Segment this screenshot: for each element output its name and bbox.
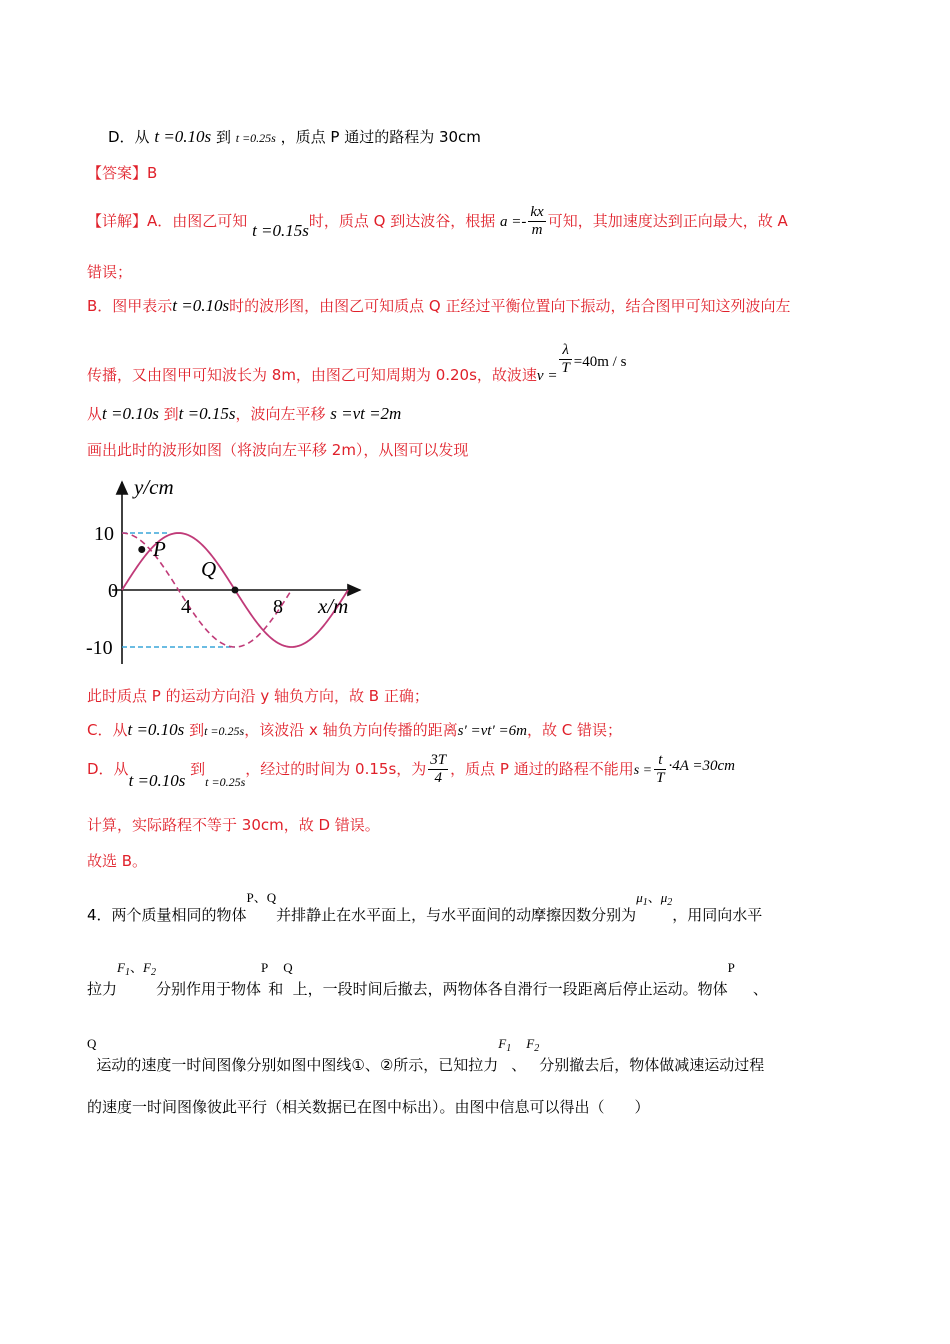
detail-d-den2: T: [656, 770, 665, 786]
q4-l1-mid: 并排静止在水平面上，与水平面间的动摩擦因数分别为: [276, 906, 637, 924]
detail-b2-pre: 传播，又由图甲可知波长为 8m，由图乙可知周期为 0.20s，故波速: [87, 366, 537, 384]
detail-b3-pre: 从: [87, 405, 103, 423]
detail-d-mid2: ，质点 P 通过的路程不能用: [450, 760, 634, 778]
q4-f2: [142, 960, 156, 978]
detail-label: 【详解】: [87, 212, 148, 230]
detail-b2: [87, 342, 626, 386]
detail-d: [87, 752, 735, 798]
q4-f2-sub: 2: [150, 967, 156, 978]
detail-b3: [87, 404, 401, 424]
detail-a: [87, 204, 788, 244]
detail-b-post: 时的波形图，由图乙可知质点 Q 正经过平衡位置向下振动，结合图甲可知这列波向左: [229, 297, 791, 315]
q4-l2-pre: 拉力: [87, 980, 118, 998]
detail-a-post: 可知，其加速度达到正向最大，故 A: [547, 212, 788, 230]
q4-l1-pq: P、Q: [246, 890, 277, 905]
q4-l3-f2-sub: 2: [534, 1043, 540, 1054]
detail-b: [87, 296, 790, 316]
detail-a-frac-num: kx: [530, 204, 544, 220]
detail-b4: 画出此时的波形如图（将波向左平移 2m），从图可以发现: [87, 441, 469, 459]
q4-line1: [87, 888, 762, 922]
detail-c-eq: s′ =vt′ =6m: [457, 723, 527, 739]
q4-l2-end: 、: [752, 980, 768, 998]
q4-mu2: [660, 890, 673, 908]
detail-d-num: 3T: [430, 752, 447, 768]
detail-b2-num: λ: [559, 342, 571, 360]
detail-d-mid: ，经过的时间为 0.15s，为: [245, 760, 427, 778]
y-axis-label: y/cm: [134, 475, 174, 499]
q4-l3-f1-sub: 1: [506, 1043, 512, 1054]
detail-b2-val: =40m / s: [573, 354, 627, 370]
detail-d-to: 到: [190, 760, 206, 778]
answer-line: 【答案】B: [87, 164, 158, 182]
q4-l2-mid: 分别作用于物体: [155, 980, 261, 998]
option-d-to: 到: [215, 128, 231, 146]
q4-line2: [87, 958, 768, 998]
detail-a-t: t =0.15s: [252, 221, 309, 240]
detail-d-val: ·4A =30cm: [668, 758, 735, 774]
detail-d-frac2: [654, 752, 666, 787]
detail-b3-t2: t =0.15s: [178, 404, 236, 423]
option-d-label: D．从: [108, 128, 150, 146]
detail-c-pre: C．从: [87, 721, 128, 739]
detail-a-pre: A．由图乙可知: [147, 212, 248, 230]
detail-c-to: 到: [189, 721, 205, 739]
q4-mu1-sub: 1: [642, 897, 648, 908]
detail-b2-den: T: [561, 360, 570, 376]
q4-l1-post: ，用同向水平: [672, 906, 763, 924]
x-tick-4: 4: [181, 596, 191, 618]
detail-b-pre: B．图甲表示: [87, 297, 173, 315]
y-tick-0: 0: [108, 580, 118, 602]
q4-l3-mid: 运动的速度一时间图像分别如图中图线①、②所示，已知拉力: [96, 1056, 499, 1074]
y-tick-neg10: -10: [86, 637, 113, 659]
x-axis-label: x/m: [318, 594, 349, 618]
q4-l2-p: P: [260, 960, 269, 975]
detail-d-den: 4: [434, 770, 442, 786]
detail-b2-frac: [559, 342, 571, 377]
q4-mu2-sym: μ: [660, 890, 668, 905]
detail-a-mid: 时，质点 Q 到达波谷，根据: [308, 212, 496, 230]
detail-d-t1: t =0.10s: [128, 771, 186, 790]
detail-c-mid: ，该波沿 x 轴负方向传播的距离: [244, 721, 458, 739]
q4-l2-p2: P: [727, 960, 735, 975]
detail-d-pre: D．从: [87, 760, 129, 778]
q4-l3-post: 分别撤去后，物体做减速运动过程: [539, 1056, 765, 1074]
q4-l3-f2: [526, 1036, 540, 1054]
q4-mu1: [636, 890, 648, 908]
q4-mu-sep: 、: [647, 890, 661, 905]
q4-l3-f1-sym: F: [498, 1036, 507, 1051]
detail-c-post: ，故 C 错误；: [526, 721, 622, 739]
detail-a-frac-den: m: [531, 222, 543, 238]
q4-l3-q: Q: [87, 1036, 97, 1051]
wave-graph: [82, 474, 372, 674]
detail-d-num2: t: [654, 752, 666, 770]
q4-f1-sub: 1: [124, 967, 130, 978]
point-p: [138, 546, 145, 553]
y-tick-10: 10: [94, 523, 114, 545]
q4-f1-sym: F: [117, 960, 125, 975]
detail-d-end: 计算，实际路程不等于 30cm，故 D 错误。: [87, 816, 380, 834]
point-q: [232, 587, 239, 594]
q4-l2-q: Q: [283, 960, 293, 975]
point-q-label: Q: [201, 557, 217, 581]
detail-d-s: s =: [633, 763, 653, 778]
x-tick-8: 8: [273, 596, 283, 618]
detail-b-t: t =0.10s: [172, 296, 230, 315]
detail-c-t2: t =0.25s: [204, 724, 245, 738]
detail-a-end: 错误；: [87, 263, 133, 281]
q4-mu1-sym: μ: [636, 890, 643, 905]
detail-b5: 此时质点 P 的运动方向沿 y 轴负方向，故 B 正确；: [87, 687, 429, 705]
detail-c: [87, 720, 622, 741]
q4-line3: [87, 1034, 765, 1074]
detail-c-t1: t =0.10s: [127, 720, 185, 739]
q4-l3-f1: [498, 1036, 512, 1054]
q4-line4: 的速度一时间图像彼此平行（相关数据已在图中标出）。由图中信息可以得出（ ）: [87, 1098, 650, 1116]
q4-l1-pre: 4．两个质量相同的物体: [87, 906, 247, 924]
q4-l3-sep: 、: [511, 1056, 527, 1074]
option-d: [108, 127, 481, 148]
option-d-rest: ，质点 P 通过的路程为 30cm: [280, 128, 481, 146]
q4-f2-sym: F: [142, 960, 151, 975]
detail-d-frac: [428, 752, 448, 787]
final-choice: 故选 B。: [87, 852, 148, 870]
option-d-t1: t =0.10s: [154, 127, 212, 146]
detail-b3-mid: ，波向左平移: [235, 405, 326, 423]
detail-b3-to: 到: [163, 405, 179, 423]
q4-f1: [117, 960, 130, 978]
detail-b3-eq: s =vt =2m: [330, 404, 402, 423]
detail-d-t2: t =0.25s: [205, 775, 246, 789]
q4-l2-and: 和: [268, 980, 284, 998]
q4-mu2-sub: 2: [667, 897, 673, 908]
option-d-t2: t =0.25s: [235, 131, 276, 145]
detail-b2-v: v =: [536, 368, 558, 384]
detail-a-frac: [528, 204, 545, 239]
q4-l3-f2-sym: F: [526, 1036, 535, 1051]
point-p-label: P: [153, 537, 166, 561]
q4-f-sep: 、: [129, 960, 143, 975]
detail-a-eq-left: a =-: [500, 214, 527, 230]
detail-b3-t1: t =0.10s: [102, 404, 159, 423]
q4-l2-post: 上，一段时间后撤去，两物体各自滑行一段距离后停止运动。物体: [292, 980, 728, 998]
